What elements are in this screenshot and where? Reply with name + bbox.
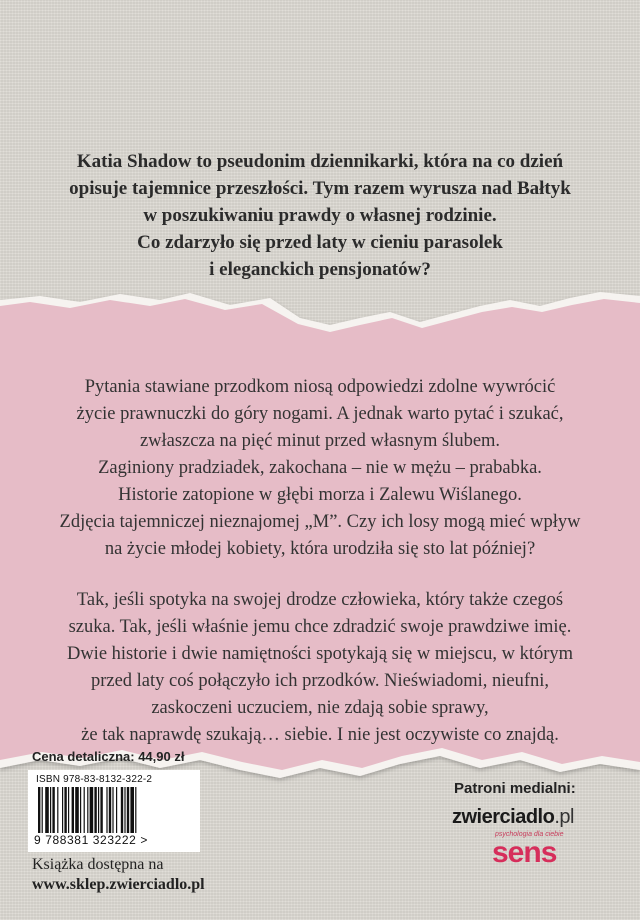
blurb-line: Pytania stawiane przodkom niosą odpowiedzi zdolne wywrócić xyxy=(84,377,556,397)
barcode-bar xyxy=(106,787,107,833)
barcode-image xyxy=(34,787,194,835)
barcode-bar xyxy=(84,787,85,833)
barcode-bar xyxy=(100,787,102,833)
shop-url[interactable]: www.sklep.zwierciadlo.pl xyxy=(32,876,205,893)
barcode-bar xyxy=(121,787,123,833)
blurb-line: że tak naprawdę szukają… siebie. I nie jest oczywiste co znajdą. xyxy=(81,725,559,745)
top-blurb-line: opisuje tajemnice przeszłości. Tym razem wyrusza nad Bałtyk xyxy=(69,178,571,199)
blurb-line: Dwie historie i dwie namiętności spotykają się w miejscu, w którym xyxy=(66,644,574,664)
barcode-bar xyxy=(72,787,74,833)
zwierciadlo-logo-name: zwierciadlo xyxy=(452,806,555,828)
blurb-line: Zaginiony pradziadek, zakochana – nie w mężu – prababka. xyxy=(98,458,542,478)
barcode-block xyxy=(28,770,200,852)
barcode-bar xyxy=(80,787,81,833)
availability-text: Książka dostępna na xyxy=(32,856,164,873)
barcode-bar xyxy=(124,787,125,833)
ean-digits: 9 788381 323222 > xyxy=(34,833,148,847)
retail-price: Cena detaliczna: 44,90 zł xyxy=(32,749,185,764)
barcode-bar xyxy=(50,787,51,833)
barcode-bar xyxy=(42,787,43,833)
barcode-bar xyxy=(45,787,49,833)
media-patrons-heading: Patroni medialni: xyxy=(454,780,576,797)
sens-logo: sens xyxy=(492,836,557,869)
barcode-bar xyxy=(98,787,99,833)
sens-tagline: psychologia dla ciebie xyxy=(495,831,564,838)
blurb-line: szuka. Tak, jeśli właśnie jemu chce zdradzić swoje prawdziwe imię. xyxy=(68,617,572,637)
blurb-line: zwłaszcza na pięć minut przed własnym ślubem. xyxy=(139,431,501,451)
zwierciadlo-logo xyxy=(452,806,574,829)
blurb-line: Zdjęcia tajemniczej nieznajomej „M”. Czy ich losy mogą mieć wpływ xyxy=(59,512,581,532)
blurb-line: życie prawnuczki do góry nogami. A jednak warto pytać i szukać, xyxy=(76,404,564,424)
top-blurb-line: w poszukiwaniu prawdy o własnej rodzinie. xyxy=(143,205,497,226)
blurb-line: na życie młodej kobiety, która urodziła się sto lat później? xyxy=(104,539,536,559)
barcode-bar xyxy=(68,787,69,833)
blurb-line: Tak, jeśli spotyka na swojej drodze człowieka, który także czegoś xyxy=(76,590,564,610)
blurb-line: przed laty coś połączyło ich przodków. Nieświadomi, nieufni, xyxy=(90,671,550,691)
barcode-bar xyxy=(116,787,117,833)
top-blurb-line: i eleganckich pensjonatów? xyxy=(209,259,431,280)
barcode-bar xyxy=(90,787,94,833)
barcode-bar xyxy=(130,787,134,833)
barcode-bar xyxy=(109,787,111,833)
top-blurb-line: Co zdarzyło się przed laty w cieniu parasolek xyxy=(137,232,503,253)
blurb-paragraph-1 xyxy=(40,374,600,563)
isbn-text: ISBN 978-83-8132-322-2 xyxy=(36,774,153,785)
barcode-bar xyxy=(64,787,66,833)
barcode-bar xyxy=(127,787,129,833)
blurb-line: Historie zatopione w głębi morza i Zalewu Wiślanego. xyxy=(118,485,522,505)
zwierciadlo-logo-tld: .pl xyxy=(554,806,574,828)
top-blurb-line: Katia Shadow to pseudonim dziennikarki, która na co dzień xyxy=(76,151,564,172)
barcode-bar xyxy=(135,787,136,833)
barcode-bar xyxy=(62,787,63,833)
barcode-bar xyxy=(112,787,113,833)
barcode-bar xyxy=(52,787,54,833)
barcode-bar xyxy=(38,787,40,833)
barcode-bar xyxy=(75,787,79,833)
middle-blurb xyxy=(40,374,600,773)
barcode-bar xyxy=(57,787,58,833)
availability-note xyxy=(32,855,205,895)
barcode-bar xyxy=(87,787,88,833)
blurb-paragraph-2 xyxy=(40,587,600,749)
blurb-line: zaskoczeni uczuciem, nie zdają sobie sprawy, xyxy=(151,698,489,718)
barcode-bar xyxy=(94,787,96,833)
